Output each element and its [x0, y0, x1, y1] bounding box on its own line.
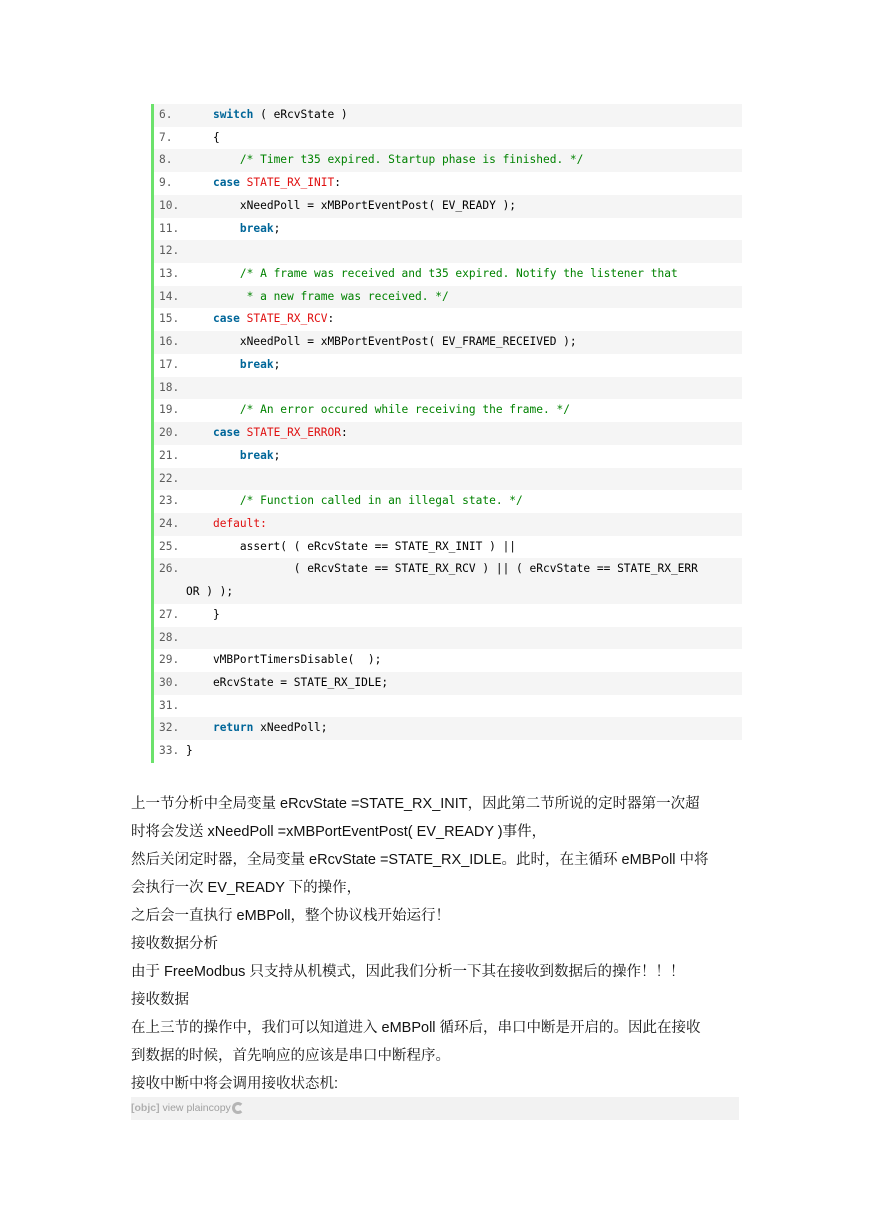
code-keyword: break — [239, 221, 274, 235]
code-line — [154, 240, 742, 263]
line-number: 30. — [159, 675, 180, 689]
code-token: ; — [273, 357, 281, 371]
code-token: : — [327, 312, 335, 326]
line-number: 19. — [159, 403, 180, 417]
code-token: ( eRcvState ) — [253, 108, 348, 121]
paragraph-line: 然后关闭定时器，全局变量 eRcvState =STATE_RX_IDLE。此时，在主循环 eMBPoll 中将 — [131, 852, 709, 868]
code-token: ; — [273, 448, 281, 462]
code-line — [154, 195, 742, 218]
code-text — [186, 331, 577, 354]
code-line — [154, 490, 742, 513]
code-text — [186, 195, 516, 218]
line-number: 31. — [159, 698, 180, 712]
paragraph-line: 接收数据分析 — [131, 936, 218, 952]
code-comment: /* Function called in an illegal state. */ — [239, 494, 523, 508]
line-number: 24. — [159, 516, 180, 530]
code-text — [186, 172, 341, 195]
code-token — [186, 449, 240, 462]
code-token: { — [186, 130, 220, 144]
code-text — [186, 513, 267, 536]
line-number: 20. — [159, 426, 180, 440]
code-keyword: break — [239, 448, 274, 462]
line-number: 12. — [159, 244, 180, 258]
code-token: } — [186, 607, 220, 621]
code-token — [186, 403, 240, 416]
code-text — [186, 422, 348, 445]
view-plain-link[interactable]: view — [162, 1102, 184, 1114]
code-text — [186, 308, 334, 331]
line-number: 32. — [159, 721, 180, 735]
code-token — [186, 222, 240, 235]
code-text — [186, 717, 327, 740]
code-text — [186, 672, 388, 695]
code-text — [186, 604, 220, 627]
paragraph-line: 接收中断中将会调用接收状态机: — [131, 1076, 339, 1092]
code-line — [154, 104, 742, 127]
code-line — [154, 695, 742, 718]
code-line — [154, 468, 742, 491]
code-token: eRcvState = STATE_RX_IDLE; — [186, 675, 389, 689]
code-text — [186, 740, 193, 763]
line-number: 14. — [159, 289, 180, 303]
code-token — [240, 176, 247, 189]
code-token: xNeedPoll = xMBPortEventPost( EV_READY ); — [186, 198, 517, 212]
code-text — [186, 536, 516, 559]
line-number: 9. — [159, 176, 173, 190]
code-line — [154, 604, 742, 627]
code-comment: /* A frame was received and t35 expired. Notify the listener that — [239, 267, 678, 281]
code-text-wrapped: OR ) ); — [186, 585, 234, 599]
code-token — [186, 153, 240, 166]
code-token — [186, 267, 240, 280]
code-text — [186, 127, 220, 150]
code-token: xNeedPoll = xMBPortEventPost( EV_FRAME_RECEIVED ); — [186, 335, 577, 349]
code-keyword: return — [212, 721, 254, 735]
code-keyword: case — [212, 426, 240, 440]
line-number: 27. — [159, 607, 180, 621]
code-text — [186, 149, 583, 172]
code-token: } — [186, 744, 193, 758]
line-number: 22. — [159, 471, 180, 485]
code-token: : — [334, 176, 341, 190]
line-number: 18. — [159, 380, 180, 394]
paragraph-line: 在上三节的操作中，我们可以知道进入 eMBPoll 循环后，串口中断是开启的。因此在接收 — [131, 1020, 701, 1036]
code-token — [186, 312, 213, 325]
line-number: 15. — [159, 312, 180, 326]
code-token — [186, 108, 213, 121]
code-text — [186, 104, 348, 127]
line-number: 11. — [159, 221, 180, 235]
code-token: ; — [273, 221, 281, 235]
plaincopy-link[interactable]: plaincopy — [186, 1102, 231, 1114]
code-comment: /* Timer t35 expired. Startup phase is finished. */ — [239, 153, 584, 167]
code-block — [151, 104, 742, 763]
code-label: STATE_RX_ERROR — [246, 426, 341, 440]
code-keyword: case — [212, 312, 240, 326]
code-line — [154, 149, 742, 172]
paragraph-line: 时将会发送 xNeedPoll =xMBPortEventPost( EV_READY )事件， — [131, 824, 547, 840]
code-line — [154, 513, 742, 536]
code-token: xNeedPoll; — [253, 721, 328, 735]
code-token: ( eRcvState == STATE_RX_RCV ) || ( eRcvState == STATE_RX_ERR — [186, 562, 698, 576]
code-line — [154, 377, 742, 400]
code-line — [154, 218, 742, 241]
code-token — [240, 426, 247, 439]
code-line — [154, 331, 742, 354]
code-line — [154, 354, 742, 377]
code-token — [186, 721, 213, 734]
code-line — [154, 172, 742, 195]
code-token: vMBPortTimersDisable( ); — [186, 653, 382, 667]
code-line — [154, 740, 742, 763]
paragraph-line: 接收数据 — [131, 992, 189, 1008]
code-keyword: case — [212, 176, 240, 190]
code-token — [186, 494, 240, 507]
copy-icon[interactable] — [232, 1102, 244, 1114]
paragraph-line: 到数据的时候，首先响应的应该是串口中断程序。 — [131, 1048, 450, 1064]
code-text — [186, 558, 698, 581]
code-token: : — [340, 426, 348, 440]
code-token: assert( ( eRcvState == STATE_RX_INIT ) || — [186, 539, 517, 553]
code-text — [186, 218, 280, 241]
line-number: 33. — [159, 744, 180, 758]
line-number: 8. — [159, 153, 173, 167]
line-number: 29. — [159, 653, 180, 667]
code-line — [154, 399, 742, 422]
code-line — [154, 536, 742, 559]
code-token — [240, 312, 247, 325]
code-label: STATE_RX_INIT — [246, 176, 335, 190]
code-line — [154, 672, 742, 695]
code-line — [154, 308, 742, 331]
code-label: STATE_RX_RCV — [246, 312, 328, 326]
code-text — [186, 263, 678, 286]
code-comment: /* An error occured while receiving the frame. */ — [239, 403, 570, 417]
paragraph-line: 由于 FreeModbus 只支持从机模式，因此我们分析一下其在接收到数据后的操作！！！ — [131, 964, 685, 980]
line-number: 7. — [159, 130, 173, 144]
line-number: 10. — [159, 198, 180, 212]
line-number: 13. — [159, 267, 180, 281]
code-text — [186, 649, 381, 672]
line-number: 6. — [159, 108, 173, 121]
code-line — [154, 286, 742, 309]
code-token — [186, 517, 213, 530]
article-text — [131, 790, 741, 1098]
code-text — [186, 445, 280, 468]
line-number: 17. — [159, 357, 180, 371]
code-line — [154, 649, 742, 672]
code-text — [186, 286, 449, 309]
code-line — [154, 445, 742, 468]
paragraph-line: 之后会一直执行 eMBPoll，整个协议栈开始运行！ — [131, 908, 451, 924]
code-language-label: [objc] — [131, 1102, 160, 1114]
paragraph-line: 上一节分析中全局变量 eRcvState =STATE_RX_INIT，因此第二节所说的定时器第一次超 — [131, 796, 700, 812]
line-number: 21. — [159, 448, 180, 462]
paragraph-line: 会执行一次 EV_READY 下的操作， — [131, 880, 362, 896]
code-token — [186, 176, 213, 189]
code-text — [186, 490, 523, 513]
code-line — [154, 558, 742, 603]
code-comment: * a new frame was received. */ — [246, 289, 449, 303]
code-line — [154, 422, 742, 445]
code-token — [186, 358, 240, 371]
code-token — [186, 426, 213, 439]
code-keyword: break — [239, 357, 274, 371]
line-number: 25. — [159, 539, 180, 553]
code-text — [186, 399, 570, 422]
line-number: 16. — [159, 335, 180, 349]
line-number: 26. — [159, 562, 180, 576]
code-label: default: — [212, 516, 267, 530]
code-line — [154, 127, 742, 150]
code-line — [154, 627, 742, 650]
line-number: 23. — [159, 494, 180, 508]
code-line — [154, 717, 742, 740]
line-number: 28. — [159, 630, 180, 644]
code-toolbar — [131, 1097, 739, 1120]
code-text — [186, 354, 280, 377]
code-line — [154, 263, 742, 286]
code-token — [186, 290, 247, 303]
code-keyword: switch — [212, 108, 254, 121]
